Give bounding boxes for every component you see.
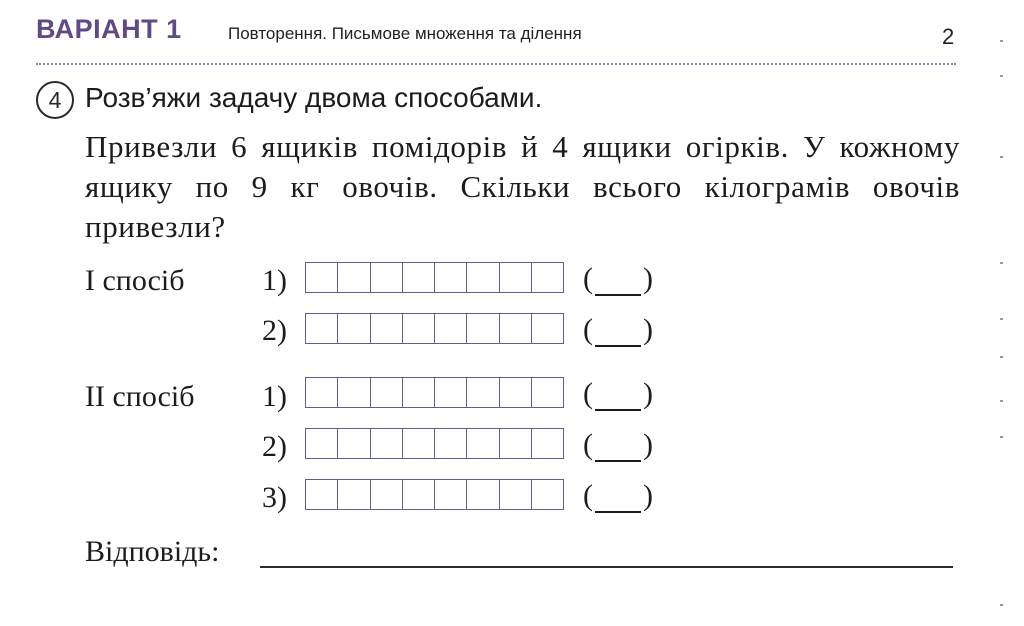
method-1-step-2-units[interactable]: ( ) <box>583 313 653 346</box>
scan-mark <box>1000 436 1003 438</box>
units-blank[interactable] <box>595 438 641 462</box>
variant-title: ВАРІАНТ 1 <box>36 14 182 44</box>
scan-mark <box>1000 156 1003 158</box>
answer-cell[interactable] <box>403 429 435 458</box>
units-blank[interactable] <box>595 323 641 347</box>
answer-cell[interactable] <box>306 480 338 509</box>
method-2-step-2-cells[interactable] <box>305 428 564 459</box>
answer-cell[interactable] <box>371 480 403 509</box>
method-1-step-1-units[interactable]: ( ) <box>583 262 653 295</box>
answer-cell[interactable] <box>338 263 370 292</box>
scan-mark <box>1000 40 1003 42</box>
answer-cell[interactable] <box>338 480 370 509</box>
method-2-step-1-cells[interactable] <box>305 377 564 408</box>
answer-cell[interactable] <box>500 480 532 509</box>
answer-cell[interactable] <box>467 429 499 458</box>
header-divider <box>36 63 956 65</box>
units-blank[interactable] <box>595 489 641 513</box>
units-blank[interactable] <box>595 272 641 296</box>
answer-cell[interactable] <box>532 429 563 458</box>
method-1-step-2-number: 2) <box>262 314 287 347</box>
answer-cell[interactable] <box>338 429 370 458</box>
problem-statement: Привезли 6 ящиків помідорів й 4 ящики огірків. У кожному ящику по 9 кг овочів. Скільки всього кілограмів овочів привезли? <box>85 129 960 244</box>
answer-cell[interactable] <box>338 378 370 407</box>
answer-cell[interactable] <box>403 314 435 343</box>
page-number: 2 <box>942 24 955 49</box>
answer-cell[interactable] <box>403 263 435 292</box>
answer-cell[interactable] <box>500 314 532 343</box>
method-2-label: ІІ спосіб <box>85 380 195 413</box>
answer-cell[interactable] <box>467 314 499 343</box>
scan-mark <box>1000 356 1003 358</box>
task-instruction: Розв’яжи задачу двома способами. <box>85 82 543 113</box>
method-2-step-2-units[interactable]: ( ) <box>583 428 653 461</box>
scan-mark <box>1000 318 1003 320</box>
answer-cell[interactable] <box>403 480 435 509</box>
method-2-step-1-units[interactable]: ( ) <box>583 377 653 410</box>
method-1-step-1-number: 1) <box>262 264 287 297</box>
answer-cell[interactable] <box>467 378 499 407</box>
answer-cell[interactable] <box>467 480 499 509</box>
answer-cell[interactable] <box>532 480 563 509</box>
answer-cell[interactable] <box>532 378 563 407</box>
scan-mark <box>1000 604 1003 606</box>
answer-cell[interactable] <box>306 378 338 407</box>
method-2-step-2-number: 2) <box>262 430 287 463</box>
answer-cell[interactable] <box>435 314 467 343</box>
task-number-badge: 4 <box>36 81 74 119</box>
answer-cell[interactable] <box>467 263 499 292</box>
answer-cell[interactable] <box>500 263 532 292</box>
answer-cell[interactable] <box>371 378 403 407</box>
answer-cell[interactable] <box>371 429 403 458</box>
answer-cell[interactable] <box>532 314 563 343</box>
scan-mark <box>1000 75 1003 77</box>
answer-cell[interactable] <box>435 263 467 292</box>
scan-mark <box>1000 400 1003 402</box>
method-1-label: І спосіб <box>85 264 185 297</box>
scan-mark <box>1000 262 1003 264</box>
answer-cell[interactable] <box>306 314 338 343</box>
answer-cell[interactable] <box>500 429 532 458</box>
method-1-step-1-cells[interactable] <box>305 262 564 293</box>
answer-cell[interactable] <box>500 378 532 407</box>
method-2-step-1-number: 1) <box>262 380 287 413</box>
method-2-step-3-number: 3) <box>262 481 287 514</box>
units-blank[interactable] <box>595 387 641 411</box>
method-2-step-3-units[interactable]: ( ) <box>583 479 653 512</box>
method-2-step-3-cells[interactable] <box>305 479 564 510</box>
method-1-step-2-cells[interactable] <box>305 313 564 344</box>
answer-cell[interactable] <box>338 314 370 343</box>
answer-cell[interactable] <box>403 378 435 407</box>
section-topic: Повторення. Письмове множення та ділення <box>228 24 582 43</box>
answer-cell[interactable] <box>435 480 467 509</box>
answer-cell[interactable] <box>306 429 338 458</box>
answer-cell[interactable] <box>435 378 467 407</box>
answer-cell[interactable] <box>371 314 403 343</box>
answer-line[interactable] <box>260 566 953 568</box>
answer-cell[interactable] <box>532 263 563 292</box>
answer-cell[interactable] <box>306 263 338 292</box>
answer-label: Відповідь: <box>85 535 220 568</box>
answer-cell[interactable] <box>371 263 403 292</box>
answer-cell[interactable] <box>435 429 467 458</box>
